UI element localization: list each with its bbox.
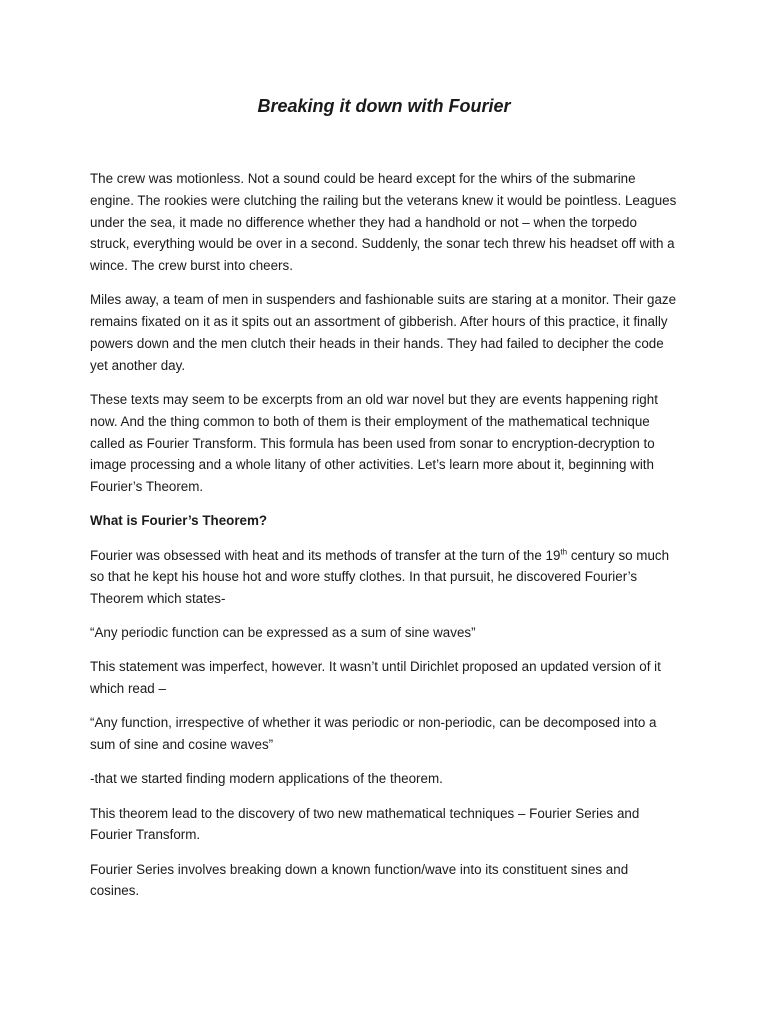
document-title: Breaking it down with Fourier [257,96,511,116]
paragraph-series: Fourier Series involves breaking down a known function/wave into its constituent sines and cosines. [90,861,629,899]
paragraph-modern: -that we started finding modern applications of the theorem. [90,771,443,787]
paragraph-intro: These texts may seem to be excerpts from an old war novel but they are events happening right now. And the thing common to both of them is their employment of the mathematical technique called as Fourier Transform. This formula has been used from sonar to encryption-decryption to image processing and a whole litany of other activities. Let’s learn more about it, beginning with Fourier’s Theorem. [90,391,658,495]
quote-dirichlet: “Any function, irrespective of whether it was periodic or non-periodic, can be decomposed into a sum of sine and cosine waves” [90,715,657,753]
paragraph-heat-start: Fourier was obsessed with heat and its methods of transfer at the turn of the 19 [90,547,561,563]
paragraph-dirichlet: This statement was imperfect, however. It wasn’t until Dirichlet proposed an updated version of it which read – [90,659,661,697]
document-body [90,168,680,915]
paragraph-submarine: The crew was motionless. Not a sound could be heard except for the whirs of the submarine engine. The rookies were clutching the railing but the veterans knew it would be pointless. Leagues under the sea, it made no difference whether they had a handhold or not – when the torpedo struck, everything would be over in a second. Suddenly, the sonar tech threw his headset off with a wince. The crew burst into cheers. [90,171,677,274]
paragraph-codebreakers: Miles away, a team of men in suspenders and fashionable suits are staring at a monitor. Their gaze remains fixated on it as it spits out an assortment of gibberish. After hours of this practice, it finally powers down and the men clutch their heads in their hands. They had failed to decipher the code yet another day. [90,292,677,373]
paragraph-techniques: This theorem lead to the discovery of two new mathematical techniques – Fourier Series and Fourier Transform. [90,805,640,843]
paragraph-heat [90,545,680,610]
ordinal-suffix: th [560,547,568,557]
paragraph-heat-end: century so much so that he kept his house hot and wore stuffy clothes. In that pursuit, he discovered Fourier’s Theorem which states- [90,547,670,607]
quote-fourier: “Any periodic function can be expressed as a sum of sine waves” [90,625,476,641]
section-heading: What is Fourier’s Theorem? [90,513,268,529]
